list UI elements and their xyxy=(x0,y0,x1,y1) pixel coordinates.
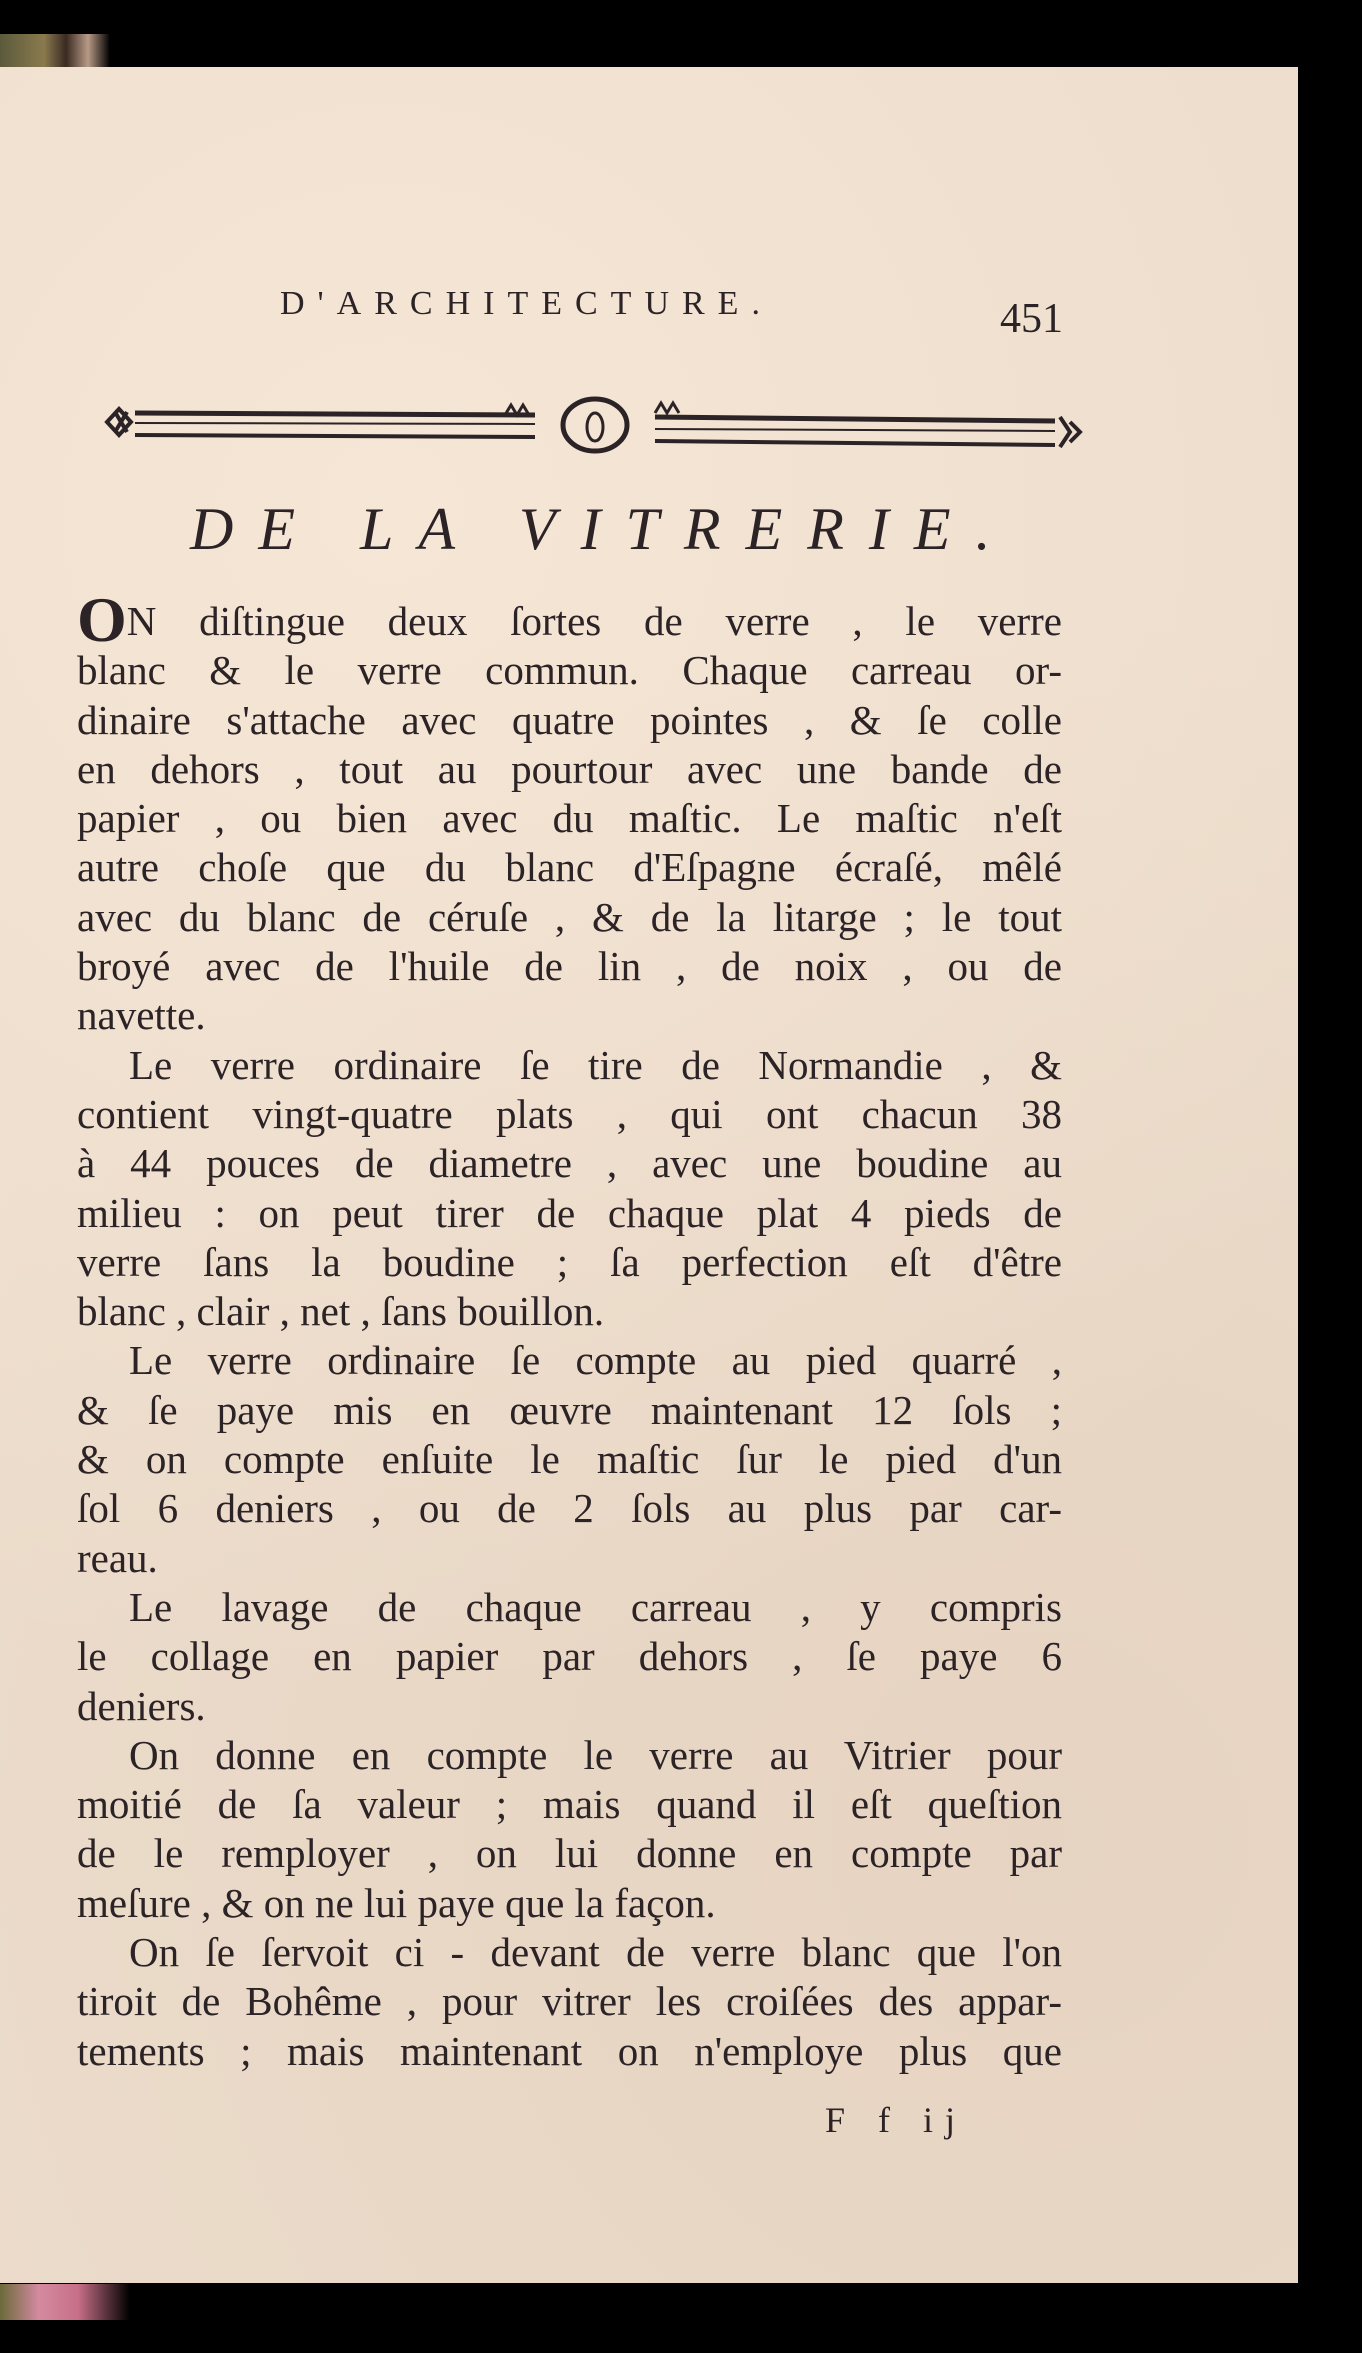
text-line: de le remployer , on lui donne en compte par xyxy=(77,1830,1062,1877)
text-line: meſure , & on ne lui paye que la façon. xyxy=(77,1879,716,1926)
text-line: milieu : on peut tirer de chaque plat 4 pieds de xyxy=(77,1189,1062,1236)
text-line: navette. xyxy=(77,992,206,1039)
text-line: autre choſe que du blanc d'Eſpagne écraſé, mêlé xyxy=(77,844,1062,891)
text-line: en dehors , tout au pourtour avec une bande de xyxy=(77,745,1062,792)
text-line: le collage en papier par dehors , ſe paye 6 xyxy=(77,1633,1062,1680)
book-spine-edge xyxy=(0,34,110,68)
text-line: tiroit de Bohême , pour vitrer les croiſées des appar- xyxy=(77,1978,1062,2025)
text-line: blanc & le verre commun. Chaque carreau or- xyxy=(77,647,1062,694)
page-number: 451 xyxy=(1000,296,1063,342)
text-line: & ſe paye mis en œuvre maintenant 12 ſols ; xyxy=(77,1386,1062,1433)
text-line: On ſe ſervoit ci - devant de verre blanc que l'on xyxy=(129,1929,1062,1976)
text-line: papier , ou bien avec du maſtic. Le maſtic n'eſt xyxy=(77,795,1062,842)
text-line: deniers. xyxy=(77,1682,206,1729)
running-title: D'ARCHITECTURE. xyxy=(280,285,773,322)
text-line: contient vingt-quatre plats , qui ont chacun 38 xyxy=(77,1090,1062,1137)
text-line: broyé avec de l'huile de lin , de noix , ou de xyxy=(77,943,1062,990)
book-page xyxy=(0,67,1298,2283)
text-line xyxy=(77,584,1062,655)
text-line: verre ſans la boudine ; ſa perfection eſt d'être xyxy=(77,1238,1062,1285)
text-line: Le verre ordinaire ſe compte au pied quarré , xyxy=(129,1337,1062,1384)
text-line: tements ; mais maintenant on n'employe plus que xyxy=(77,2027,1062,2074)
text-line: On donne en compte le verre au Vitrier pour xyxy=(129,1731,1062,1778)
text-line: à 44 pouces de diametre , avec une boudine au xyxy=(77,1140,1062,1187)
text-line: Le lavage de chaque carreau , y compris xyxy=(129,1583,1062,1630)
book-spine-edge xyxy=(0,2284,130,2320)
decorative-ornament-icon xyxy=(95,387,1085,457)
text-line: reau. xyxy=(77,1534,158,1581)
text-line: moitié de ſa valeur ; mais quand il eſt queſtion xyxy=(77,1781,1062,1828)
text-line: & on compte enſuite le maſtic ſur le pied d'un xyxy=(77,1436,1062,1483)
drop-cap: O xyxy=(77,584,127,655)
text-line: Le verre ordinaire ſe tire de Normandie , & xyxy=(129,1041,1062,1088)
chapter-title: DE LA VITRERIE. xyxy=(190,496,1016,562)
body-text xyxy=(77,584,1062,2076)
text-line: avec du blanc de céruſe , & de la litarge ; le tout xyxy=(77,893,1062,940)
text-line: ſol 6 deniers , ou de 2 ſols au plus par car- xyxy=(77,1485,1062,1532)
signature-mark: F f ij xyxy=(825,2100,968,2140)
text-line: dinaire s'attache avec quatre pointes , & ſe colle xyxy=(77,696,1062,743)
text-line: blanc , clair , net , ſans bouillon. xyxy=(77,1288,605,1335)
text-line-content: N diſtingue deux ſortes de verre , le verre xyxy=(126,598,1062,644)
